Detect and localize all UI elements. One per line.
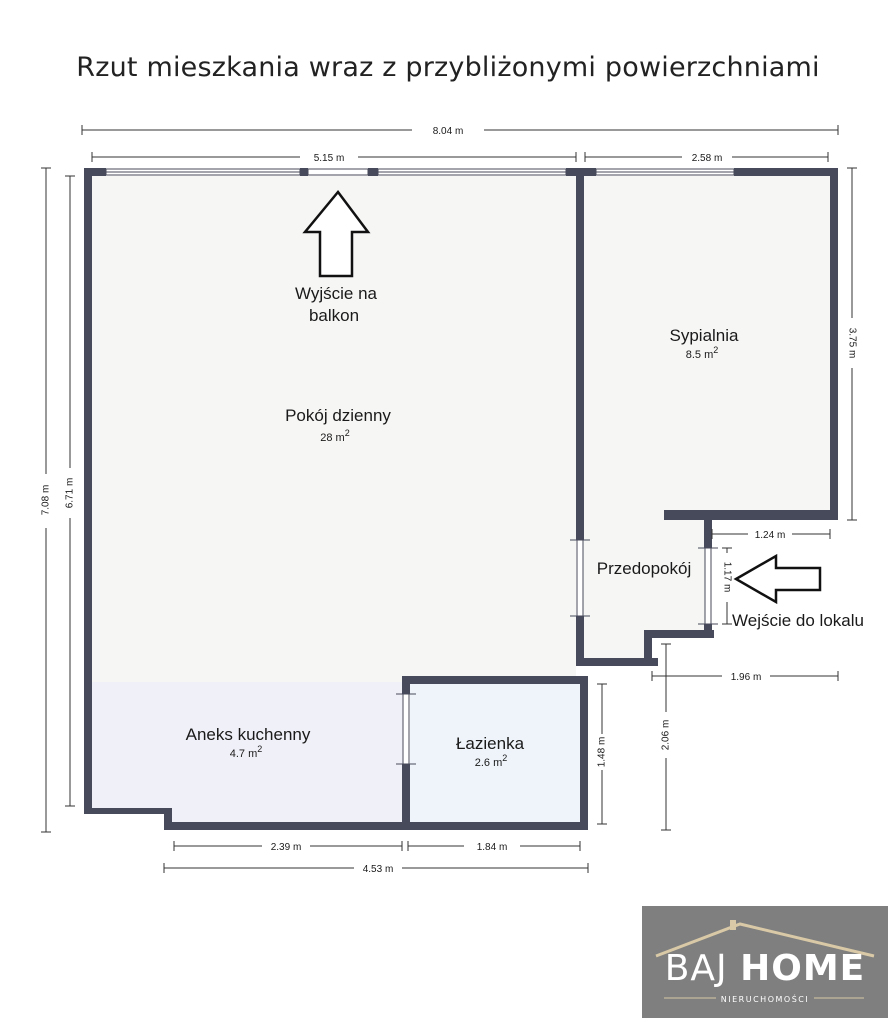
logo-wordmark: BAJ HOME: [664, 948, 866, 989]
wall-entry-lower: [704, 624, 712, 638]
entrance-note: Wejście do lokalu: [732, 611, 864, 630]
wall-top-mid: [300, 168, 308, 176]
dim-bath-height: 1.48 m: [596, 736, 608, 768]
living-room-name: Pokój dzienny: [285, 406, 391, 425]
windows: [106, 169, 734, 175]
wall-bath-left-top: [402, 676, 410, 694]
wall-bath-right: [580, 676, 588, 830]
dim-bedroom-stub: 1.24 m: [754, 530, 786, 541]
living-room-area: 28 $m^2$: [320, 428, 350, 444]
wall-hall-step-top: [644, 630, 714, 638]
logo-subtitle: NIERUCHOMOŚCI: [720, 995, 810, 1004]
balcony-note-line1: Wyjście na: [294, 284, 378, 303]
logo: [642, 906, 888, 1018]
bathroom-area: 2.6 $m^2$: [474, 753, 508, 769]
bedroom-area: 8.5 $m^2$: [685, 345, 719, 361]
bedroom-name: Sypialnia: [669, 326, 739, 345]
dim-hall-width: 1.96 m: [730, 672, 762, 683]
dim-window-living: 5.15 m: [313, 153, 345, 164]
wall-top-right: [734, 168, 838, 176]
logo-chimney-icon: [730, 920, 736, 930]
kitchen-area: 4.7 $m^2$: [229, 744, 263, 760]
wall-bath-left-bottom: [402, 764, 410, 830]
dim-hall-height: 2.06 m: [660, 719, 672, 751]
bathroom-floor: [410, 682, 580, 824]
dim-kitchen-width: 2.39 m: [270, 842, 302, 853]
dim-bedroom-height: 3.75 m: [846, 327, 858, 359]
dim-entrance-door: 1.17 m: [721, 561, 733, 593]
wall-left: [84, 168, 92, 814]
wall-bottom-left: [84, 808, 170, 814]
balcony-door: [308, 169, 368, 175]
dim-total-width: 8.04 m: [432, 126, 464, 137]
dim-bottom-total: 4.53 m: [362, 864, 394, 875]
door-entrance: [705, 548, 711, 624]
wall-right: [830, 168, 838, 520]
balcony-note-line2: balkon: [308, 306, 360, 325]
wall-top-mid2: [368, 168, 378, 176]
wall-partition-top: [576, 168, 584, 540]
entrance-arrow-icon: [736, 556, 820, 602]
hall-name: Przedopokój: [596, 559, 692, 578]
dim-inner-height: 6.71 m: [64, 477, 76, 509]
door-living-hall: [577, 540, 583, 616]
bathroom-name: Łazienka: [455, 734, 525, 753]
dim-window-bedroom: 2.58 m: [691, 153, 723, 164]
dim-outer-height: 7.08 m: [40, 484, 52, 516]
dim-bath-width: 1.84 m: [476, 842, 508, 853]
wall-bottom: [164, 822, 588, 830]
page-title: Rzut mieszkania wraz z przybliżonymi powierzchniami: [76, 52, 820, 83]
wall-bath-top: [402, 676, 588, 684]
wall-bedroom-bottom: [664, 510, 838, 520]
kitchen-name: Aneks kuchenny: [185, 725, 311, 744]
door-kitchen-bath: [403, 694, 409, 764]
